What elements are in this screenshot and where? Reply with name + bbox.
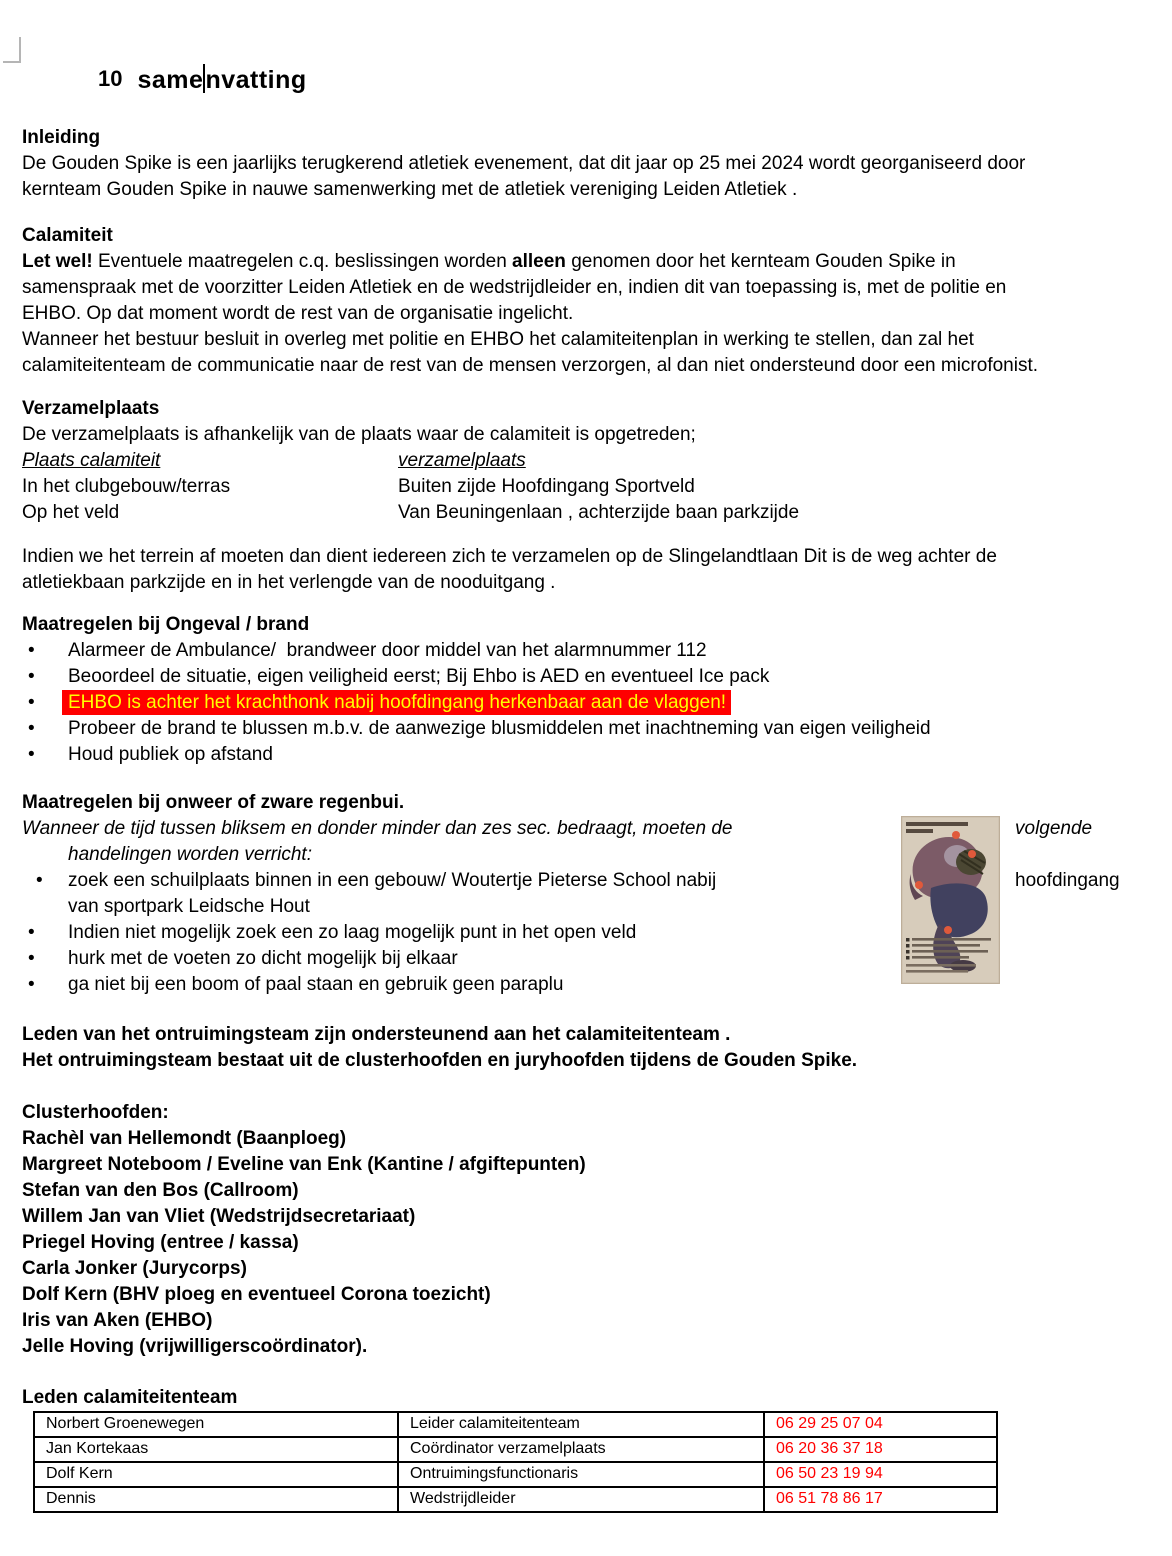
paragraph-line-italic: Wanneer de tijd tussen bliksem en donder minder dan zes sec. bedraagt, moeten de bbox=[22, 818, 733, 839]
list-item: Iris van Aken (EHBO) bbox=[22, 1310, 213, 1331]
list-item: • hurk met de voeten zo dicht mogelijk bij elkaar bbox=[22, 946, 1162, 972]
cell-name: Dolf Kern bbox=[34, 1462, 398, 1487]
heading-clusterhoofden: Clusterhoofden: bbox=[22, 1102, 169, 1123]
heading-inleiding: Inleiding bbox=[22, 127, 101, 148]
list-item: • zoek een schuilplaats binnen in een gebouw/ Woutertje Pieterse School nabij bbox=[22, 868, 1162, 894]
cell-name: Jan Kortekaas bbox=[34, 1437, 398, 1462]
list-item: • Houd publiek op afstand bbox=[22, 742, 1162, 768]
two-column-row bbox=[22, 474, 1162, 500]
wrapped-word-hoofdingang: hoofdingang bbox=[1015, 870, 1120, 891]
list-item: • Beoordeel de situatie, eigen veiligheid eerst; Bij Ehbo is AED en eventueel Ice pack bbox=[22, 664, 1162, 690]
calamiteitenteam-table bbox=[33, 1411, 998, 1513]
lightning-safety-leaflet-image[interactable] bbox=[901, 816, 1000, 984]
wrapped-word-volgende: volgende bbox=[1015, 818, 1093, 839]
list-item: Jelle Hoving (vrijwilligerscoördinator). bbox=[22, 1336, 368, 1357]
cell-role: Coördinator verzamelplaats bbox=[398, 1437, 764, 1462]
paragraph-line: Indien we het terrein af moeten dan dient iedereen zich te verzamelen op de Slingelandtlaan Dit is de weg achter de bbox=[22, 546, 997, 567]
heading-ongeval-brand: Maatregelen bij Ongeval / brand bbox=[22, 614, 310, 635]
cell-phone: 06 29 25 07 04 bbox=[764, 1412, 997, 1437]
list-item-highlighted bbox=[22, 690, 1162, 716]
paragraph-line: De Gouden Spike is een jaarlijks terugkerend atletiek evenement, dat dit jaar op 25 mei 2024 wordt georganiseerd door bbox=[22, 153, 1026, 174]
table-row bbox=[34, 1437, 997, 1462]
cell-phone: 06 50 23 19 94 bbox=[764, 1462, 997, 1487]
list-item: • Probeer de brand te blussen m.b.v. de aanwezige blusmiddelen met inachtneming van eigen veiligheid bbox=[22, 716, 1162, 742]
paragraph-line: kernteam Gouden Spike in nauwe samenwerking met de atletiek vereniging Leiden Atletiek . bbox=[22, 179, 798, 200]
list-item: • ga niet bij een boom of paal staan en gebruik geen paraplu bbox=[22, 972, 1162, 998]
list-item: Priegel Hoving (entree / kassa) bbox=[22, 1232, 299, 1253]
paragraph-line: samenspraak met de voorzitter Leiden Atletiek en de wedstrijdleider en, indien dit van toepassing is, met de politie en bbox=[22, 277, 1007, 298]
two-column-row bbox=[22, 500, 1162, 526]
heading-leden-calamiteitenteam: Leden calamiteitenteam bbox=[22, 1387, 238, 1408]
cell-phone: 06 51 78 86 17 bbox=[764, 1487, 997, 1512]
two-column-header-row bbox=[22, 448, 1162, 474]
heading-verzamelplaats: Verzamelplaats bbox=[22, 398, 160, 419]
column-header-left: Plaats calamiteit bbox=[22, 450, 161, 471]
list-item: Carla Jonker (Jurycorps) bbox=[22, 1258, 247, 1279]
cell-right: Buiten zijde Hoofdingang Sportveld bbox=[398, 476, 695, 497]
highlight-ehbo-flags: EHBO is achter het krachthonk nabij hoofdingang herkenbaar aan de vlaggen! bbox=[62, 690, 731, 715]
paragraph-line: atletiekbaan parkzijde en in het verlengde van de nooduitgang . bbox=[22, 572, 556, 593]
cell-left: In het clubgebouw/terras bbox=[22, 476, 231, 497]
paragraph-line-italic: handelingen worden verricht: bbox=[68, 844, 312, 865]
table-row bbox=[34, 1462, 997, 1487]
title-number: 10 bbox=[98, 66, 123, 91]
column-header-right: verzamelplaats bbox=[398, 450, 526, 471]
list-item: Willem Jan van Vliet (Wedstrijdsecretariaat) bbox=[22, 1206, 416, 1227]
paragraph-line-bold: Het ontruimingsteam bestaat uit de clusterhoofden en juryhoofden tijdens de Gouden Spike. bbox=[22, 1050, 858, 1071]
cell-name: Norbert Groenewegen bbox=[34, 1412, 398, 1437]
cell-role: Wedstrijdleider bbox=[398, 1487, 764, 1512]
list-item: Stefan van den Bos (Callroom) bbox=[22, 1180, 299, 1201]
paragraph-line: Wanneer het bestuur besluit in overleg met politie en EHBO het calamiteitenplan in werking te stellen, dan zal het bbox=[22, 329, 974, 350]
page-title bbox=[98, 64, 1162, 100]
title-text-before-caret: same bbox=[137, 66, 204, 94]
list-item: • Indien niet mogelijk zoek een zo laag mogelijk punt in het open veld bbox=[22, 920, 1162, 946]
list-item: Margreet Noteboom / Eveline van Enk (Kantine / afgiftepunten) bbox=[22, 1154, 586, 1175]
list-item: Rachèl van Hellemondt (Baanploeg) bbox=[22, 1128, 347, 1149]
list-item: • Alarmeer de Ambulance/ brandweer door middel van het alarmnummer 112 bbox=[22, 638, 1162, 664]
bold-run: alleen bbox=[512, 251, 566, 272]
title-text-after-caret: nvatting bbox=[205, 66, 307, 94]
text-run: Eventuele maatregelen c.q. beslissingen worden bbox=[92, 251, 513, 272]
cell-phone: 06 20 36 37 18 bbox=[764, 1437, 997, 1462]
bold-run: Let wel! bbox=[22, 251, 93, 272]
cell-role: Leider calamiteitenteam bbox=[398, 1412, 764, 1437]
list-item: Dolf Kern (BHV ploeg en eventueel Corona toezicht) bbox=[22, 1284, 491, 1305]
paragraph-line-bold: Leden van het ontruimingsteam zijn ondersteunend aan het calamiteitenteam . bbox=[22, 1024, 731, 1045]
paragraph-line bbox=[22, 249, 1162, 275]
heading-calamiteit: Calamiteit bbox=[22, 225, 113, 246]
cell-role: Ontruimingsfunctionaris bbox=[398, 1462, 764, 1487]
paragraph-line: EHBO. Op dat moment wordt de rest van de organisatie ingelicht. bbox=[22, 303, 574, 324]
cell-name: Dennis bbox=[34, 1487, 398, 1512]
margin-corner-mark bbox=[3, 37, 21, 63]
cell-right: Van Beuningenlaan , achterzijde baan parkzijde bbox=[398, 502, 800, 523]
table-row bbox=[34, 1412, 997, 1437]
table-row bbox=[34, 1487, 997, 1512]
list-item-continuation: van sportpark Leidsche Hout bbox=[68, 896, 310, 917]
section-onweer bbox=[22, 790, 1162, 998]
cell-left: Op het veld bbox=[22, 502, 120, 523]
heading-onweer: Maatregelen bij onweer of zware regenbui. bbox=[22, 792, 405, 813]
text-run: genomen door het kernteam Gouden Spike in bbox=[565, 251, 956, 272]
paragraph-line: calamiteitenteam de communicatie naar de rest van de mensen verzorgen, al dan niet ondersteund door een microfonist. bbox=[22, 355, 1039, 376]
paragraph-line: De verzamelplaats is afhankelijk van de plaats waar de calamiteit is opgetreden; bbox=[22, 424, 696, 445]
document-content bbox=[22, 0, 1162, 1513]
